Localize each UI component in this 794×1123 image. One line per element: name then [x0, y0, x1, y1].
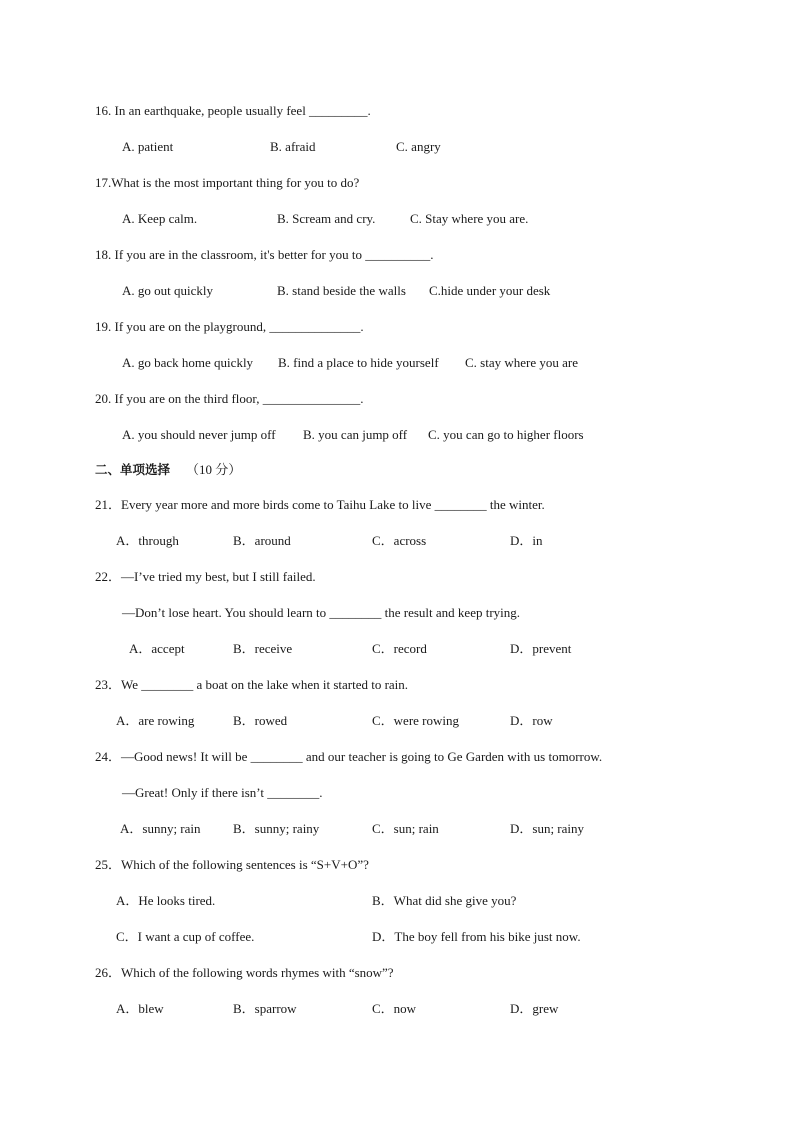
question-23-option-a: A．are rowing — [116, 713, 195, 728]
question-16-stem: 16. In an earthquake, people usually feel _________. — [95, 103, 371, 118]
question-18-option-a: A. go out quickly — [122, 283, 213, 298]
question-24-stem: 24．—Good news! It will be ________ and our teacher is going to Ge Garden with us tomorrow. — [95, 749, 603, 764]
question-19-option-a: A. go back home quickly — [122, 355, 254, 370]
question-26-option-a: A．blew — [116, 1001, 164, 1016]
question-26-option-c: C．now — [372, 1001, 417, 1016]
section-2-score: （10 分） — [186, 462, 242, 477]
question-20-option-b: B. you can jump off — [303, 427, 408, 442]
question-22-option-d: D．prevent — [510, 641, 572, 656]
question-25-option-a: A．He looks tired. — [116, 893, 216, 908]
question-21-stem: 21．Every year more and more birds come to Taihu Lake to live ________ the winter. — [95, 497, 545, 512]
question-26-option-d: D．grew — [510, 1001, 559, 1016]
question-23-stem: 23．We ________ a boat on the lake when it started to rain. — [95, 677, 409, 692]
question-24-option-d: D．sun; rainy — [510, 821, 585, 836]
question-21-option-d: D．in — [510, 533, 543, 548]
question-19-option-b: B. find a place to hide yourself — [278, 355, 439, 370]
question-22-option-b: B．receive — [233, 641, 293, 656]
question-17-option-b: B. Scream and cry. — [277, 211, 376, 226]
question-25-option-b: B．What did she give you? — [372, 893, 517, 908]
section-2-heading: 二、单项选择 — [95, 462, 171, 477]
question-22-option-a: A．accept — [129, 641, 185, 656]
question-23-option-b: B．rowed — [233, 713, 288, 728]
question-23-option-c: C．were rowing — [372, 713, 460, 728]
question-20-option-a: A. you should never jump off — [122, 427, 276, 442]
question-17-stem: 17.What is the most important thing for you to do? — [95, 175, 360, 190]
question-18-option-c: C.hide under your desk — [429, 283, 551, 298]
question-20-option-c: C. you can go to higher floors — [428, 427, 584, 442]
question-18-stem: 18. If you are in the classroom, it's better for you to __________. — [95, 247, 434, 262]
question-24-option-a: A．sunny; rain — [120, 821, 201, 836]
question-19-stem: 19. If you are on the playground, ______________. — [95, 319, 364, 334]
question-16-option-b: B. afraid — [270, 139, 316, 154]
question-17-option-a: A. Keep calm. — [122, 211, 198, 226]
question-18-option-b: B. stand beside the walls — [277, 283, 406, 298]
question-21-option-c: C．across — [372, 533, 427, 548]
question-22-stem: 22．—I’ve tried my best, but I still failed. — [95, 569, 316, 584]
question-21-option-b: B．around — [233, 533, 291, 548]
question-24-option-c: C．sun; rain — [372, 821, 439, 836]
question-22-stem-reply: —Don’t lose heart. You should learn to ________ the result and keep trying. — [122, 605, 521, 620]
question-17-option-c: C. Stay where you are. — [410, 211, 529, 226]
question-26-stem: 26．Which of the following words rhymes with “snow”? — [95, 965, 394, 980]
question-19-option-c: C. stay where you are — [465, 355, 578, 370]
question-24-stem-reply: —Great! Only if there isn’t ________. — [122, 785, 323, 800]
question-22-option-c: C．record — [372, 641, 427, 656]
question-24-option-b: B．sunny; rainy — [233, 821, 320, 836]
question-20-stem: 20. If you are on the third floor, _______________. — [95, 391, 364, 406]
question-16-option-c: C. angry — [396, 139, 441, 154]
question-23-option-d: D．row — [510, 713, 553, 728]
question-26-option-b: B．sparrow — [233, 1001, 297, 1016]
question-16-option-a: A. patient — [122, 139, 174, 154]
question-25-stem: 25．Which of the following sentences is “S+V+O”? — [95, 857, 369, 872]
question-21-option-a: A．through — [116, 533, 179, 548]
question-25-option-d: D．The boy fell from his bike just now. — [372, 929, 581, 944]
question-25-option-c: C．I want a cup of coffee. — [116, 929, 255, 944]
